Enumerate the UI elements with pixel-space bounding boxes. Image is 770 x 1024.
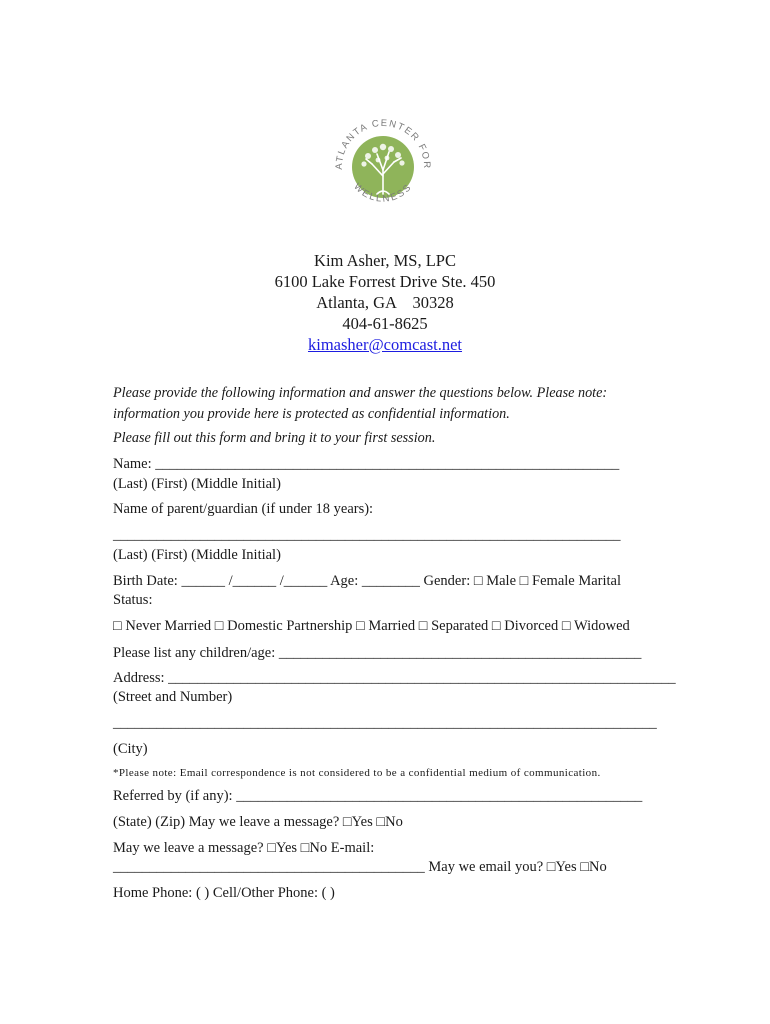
guardian-label: Name of parent/guardian (if under 18 years): — [113, 501, 374, 517]
marital-status-label: Status: — [113, 592, 153, 608]
phone-field-line[interactable]: Home Phone: ( ) Cell/Other Phone: ( ) — [113, 885, 335, 901]
marital-options[interactable]: □ Never Married □ Domestic Partnership □ Married □ Separated □ Divorced □ Widowed — [113, 618, 630, 634]
guardian-field-line[interactable]: ______________________________________________________________________ — [113, 527, 621, 543]
referred-field-line[interactable]: Referred by (if any): ________________________________________________________ — [113, 788, 643, 804]
guardian-caption: (Last) (First) (Middle Initial) — [113, 547, 281, 563]
state-zip-message-line[interactable]: (State) (Zip) May we leave a message? □Yes □No — [113, 814, 403, 830]
city-state-zip: Atlanta, GA 30328 — [316, 293, 454, 312]
intro-instruction: Please fill out this form and bring it to your first session. — [113, 430, 436, 446]
email-confidentiality-note: *Please note: Email correspondence is not considered to be a confidential medium of communication. — [113, 767, 601, 779]
logo — [330, 114, 436, 220]
city-caption: (City) — [113, 741, 148, 757]
children-field-line[interactable]: Please list any children/age: __________________________________________________ — [113, 645, 642, 661]
email-field-line[interactable]: ___________________________________________ May we email you? □Yes □No — [113, 859, 607, 875]
name-field-line[interactable]: Name: ________________________________________________________________ — [113, 456, 620, 472]
address-caption: (Street and Number) — [113, 689, 233, 705]
city-field-line[interactable]: ___________________________________________________________________________ — [113, 715, 657, 731]
phone-number: 404-61-8625 — [342, 314, 428, 333]
logo-text-top: ATLANTA CENTER FOR — [333, 117, 433, 170]
email-link[interactable]: kimasher@comcast.net — [307, 335, 463, 354]
address-field-line[interactable]: Address: ______________________________________________________________________ — [113, 670, 676, 686]
name-caption: (Last) (First) (Middle Initial) — [113, 476, 281, 492]
logo-text-bottom: WELLNESS — [351, 181, 415, 205]
contact-header — [0, 250, 770, 355]
provider-name: Kim Asher, MS, LPC — [314, 251, 456, 270]
street-address: 6100 Lake Forrest Drive Ste. 450 — [274, 272, 496, 291]
birth-gender-line[interactable]: Birth Date: ______ /______ /______ Age: ________ Gender: □ Male □ Female Marital — [113, 573, 622, 589]
message-email-line[interactable]: May we leave a message? □Yes □No E-mail: — [113, 840, 375, 856]
intro-paragraph: Please provide the following information and answer the questions below. Please note: information you provide here is protected as confidential information. — [113, 385, 608, 422]
